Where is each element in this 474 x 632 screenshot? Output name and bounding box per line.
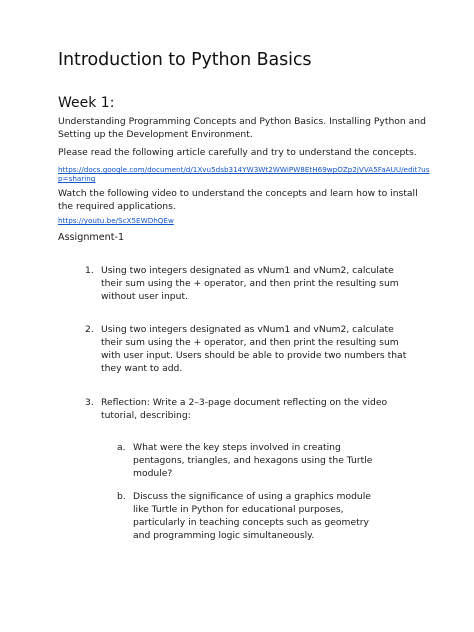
list-item-text: Using two integers designated as vNum1 and vNum2, calculate their sum using the + operator, and then print the resulting sum without user input. bbox=[101, 265, 399, 302]
sub-item-letter: a. bbox=[117, 442, 126, 453]
intro-paragraph: Understanding Programming Concepts and Python Basics. Installing Python and Setting up the Development Environment. bbox=[58, 116, 426, 140]
list-item-text: Reflection: Write a 2–3-page document reflecting on the video tutorial, describing: bbox=[101, 397, 388, 421]
list-item-number: 3. bbox=[85, 397, 94, 408]
sub-item-letter: b. bbox=[117, 491, 126, 502]
read-instruction: Please read the following article carefully and try to understand the concepts. bbox=[58, 147, 417, 158]
video-instruction: Watch the following video to understand the concepts and learn how to install the required applications. bbox=[58, 188, 418, 212]
list-item-text: Using two integers designated as vNum1 and vNum2, calculate their sum using the + operator, and then print the resulting sum with user input. Users should be able to provide two numbers that they want to add. bbox=[101, 324, 407, 374]
list-item-number: 1. bbox=[85, 265, 94, 276]
week-heading: Week 1: bbox=[58, 95, 115, 111]
article-link[interactable]: https://docs.google.com/document/d/1Xvu5dsb314YW3Wt2WWiPW8EtH69wpOZp2jVVA5FaAUU/edit?usp=sharing bbox=[58, 165, 430, 183]
list-item-number: 2. bbox=[85, 324, 94, 335]
sub-item-text: What were the key steps involved in creating pentagons, triangles, and hexagons using the Turtle module? bbox=[133, 442, 373, 479]
assignment-heading: Assignment-1 bbox=[58, 232, 125, 243]
video-link[interactable]: https://youtu.be/ScX5EWDhQEw bbox=[58, 216, 174, 225]
sub-item-text: Discuss the significance of using a graphics module like Turtle in Python for educational purposes, particularly in teaching concepts such as geometry and programming logic simultaneously. bbox=[133, 491, 371, 541]
document-title: Introduction to Python Basics bbox=[58, 50, 312, 70]
